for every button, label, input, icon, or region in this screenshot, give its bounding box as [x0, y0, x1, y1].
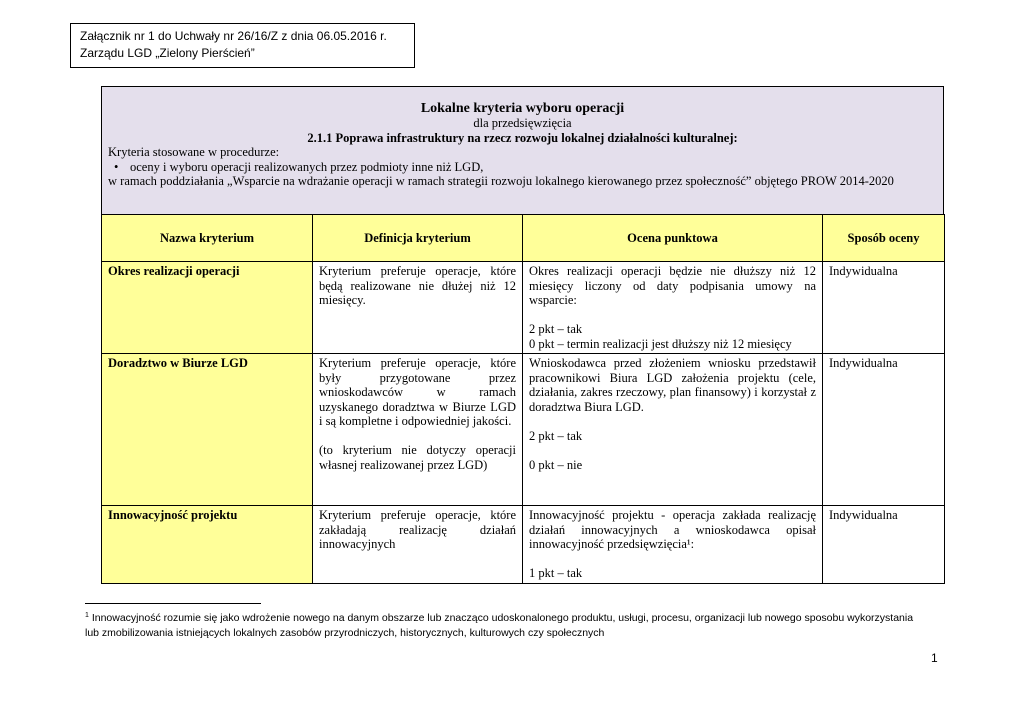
- page-number: 1: [931, 651, 938, 665]
- scoring-option: 2 pkt – tak: [529, 322, 583, 336]
- header-section: 2.1.1 Poprawa infrastruktury na rzecz rozwoju lokalnej działalności kulturalnej:: [307, 130, 738, 145]
- criterion-name: Innowacyjność projektu: [102, 506, 313, 584]
- column-header-definition: Definicja kryterium: [313, 215, 523, 262]
- scoring-text: Innowacyjność projektu - operacja zakłada realizację działań innowacyjnych a wnioskodawca opisał innowacyjność przedsięwzięcia¹:: [529, 508, 816, 551]
- table-header-row: [102, 215, 945, 262]
- scoring-option: 0 pkt – termin realizacji jest dłuższy niż 12 miesięcy: [529, 336, 792, 351]
- criteria-header: [101, 86, 944, 215]
- criteria-intro: Kryteria stosowane w procedurze:: [108, 145, 280, 159]
- criteria-table: [101, 214, 945, 584]
- header-title: Lokalne kryteria wyboru operacji: [420, 101, 625, 116]
- annex-box: [70, 23, 415, 68]
- definition-note: (to kryterium nie dotyczy operacji własnej realizowanej przez LGD): [319, 443, 516, 472]
- criterion-scoring: [523, 506, 823, 584]
- blank-line: [529, 552, 816, 567]
- definition-text: Kryterium preferuje operacje, które były przygotowane przez wnioskodawców w ramach uzyskanego doradztwa w Biurze LGD i są kompletne i odpowiedniej jakości.: [319, 356, 516, 428]
- scoring-option: 1 pkt – tak: [529, 566, 583, 580]
- footnote-separator: [85, 603, 261, 604]
- criteria-context: w ramach poddziałania „Wsparcie na wdrażanie operacji w ramach strategii rozwoju lokalnego kierowanego przez społeczność” objętego PROW 2014-2020: [108, 174, 894, 188]
- scoring-text: Okres realizacji operacji będzie nie dłuższy niż 12 miesięcy liczony od daty podpisania umowy na wsparcie:: [529, 264, 816, 307]
- definition-text: Kryterium preferuje operacje, które zakładają realizację działań innowacyjnych: [319, 508, 516, 551]
- criterion-method: Indywidualna: [823, 354, 945, 506]
- blank-line: [529, 443, 816, 458]
- definition-text: Kryterium preferuje operacje, które będą realizowane nie dłużej niż 12 miesięcy.: [319, 264, 516, 307]
- scoring-option: 0 pkt – nie: [529, 457, 583, 472]
- footnote-marker: 1: [85, 612, 89, 619]
- criterion-definition: [313, 506, 523, 584]
- criterion-scoring: [523, 354, 823, 506]
- criterion-method: Indywidualna: [823, 262, 945, 354]
- criterion-definition: [313, 262, 523, 354]
- scoring-text: Wnioskodawca przed złożeniem wniosku przedstawił pracownikowi Biura LGD założenia projektu (cele, działania, zakres rzeczowy, plan finansowy) i korzystał z doradztwa Biura LGD.: [529, 356, 816, 414]
- blank-line: [529, 308, 816, 323]
- criterion-definition: [313, 354, 523, 506]
- scoring-option: 2 pkt – tak: [529, 428, 583, 443]
- criterion-scoring: [523, 262, 823, 354]
- table-row: [102, 354, 945, 506]
- column-header-scoring: Ocena punktowa: [523, 215, 823, 262]
- table-row: [102, 262, 945, 354]
- footnote-text: Innowacyjność rozumie się jako wdrożenie nowego na danym obszarze lub znacząco udoskonalonego produktu, usługi, procesu, organizacji lub nowego sposobu wykorzystania lub zmobilizowania istniejących lokalnych zasobów przyrodniczych, historycznych, kulturowych czy społecznych: [85, 612, 914, 639]
- criterion-method: Indywidualna: [823, 506, 945, 584]
- header-subtitle: dla przedsięwzięcia: [473, 116, 572, 130]
- blank-line: [319, 429, 516, 444]
- column-header-name: Nazwa kryterium: [102, 215, 313, 262]
- criterion-name: Okres realizacji operacji: [102, 262, 313, 354]
- annex-line-1: Załącznik nr 1 do Uchwały nr 26/16/Z z dnia 06.05.2016 r.: [80, 29, 387, 43]
- criterion-name: Doradztwo w Biurze LGD: [102, 354, 313, 506]
- table-row: [102, 506, 945, 584]
- column-header-method: Sposób oceny: [823, 215, 945, 262]
- blank-line: [529, 414, 816, 429]
- annex-line-2: Zarządu LGD „Zielony Pierścień”: [80, 46, 255, 60]
- criteria-bullet: • oceny i wyboru operacji realizowanych przez podmioty inne niż LGD,: [102, 160, 943, 175]
- footnote: [85, 608, 925, 641]
